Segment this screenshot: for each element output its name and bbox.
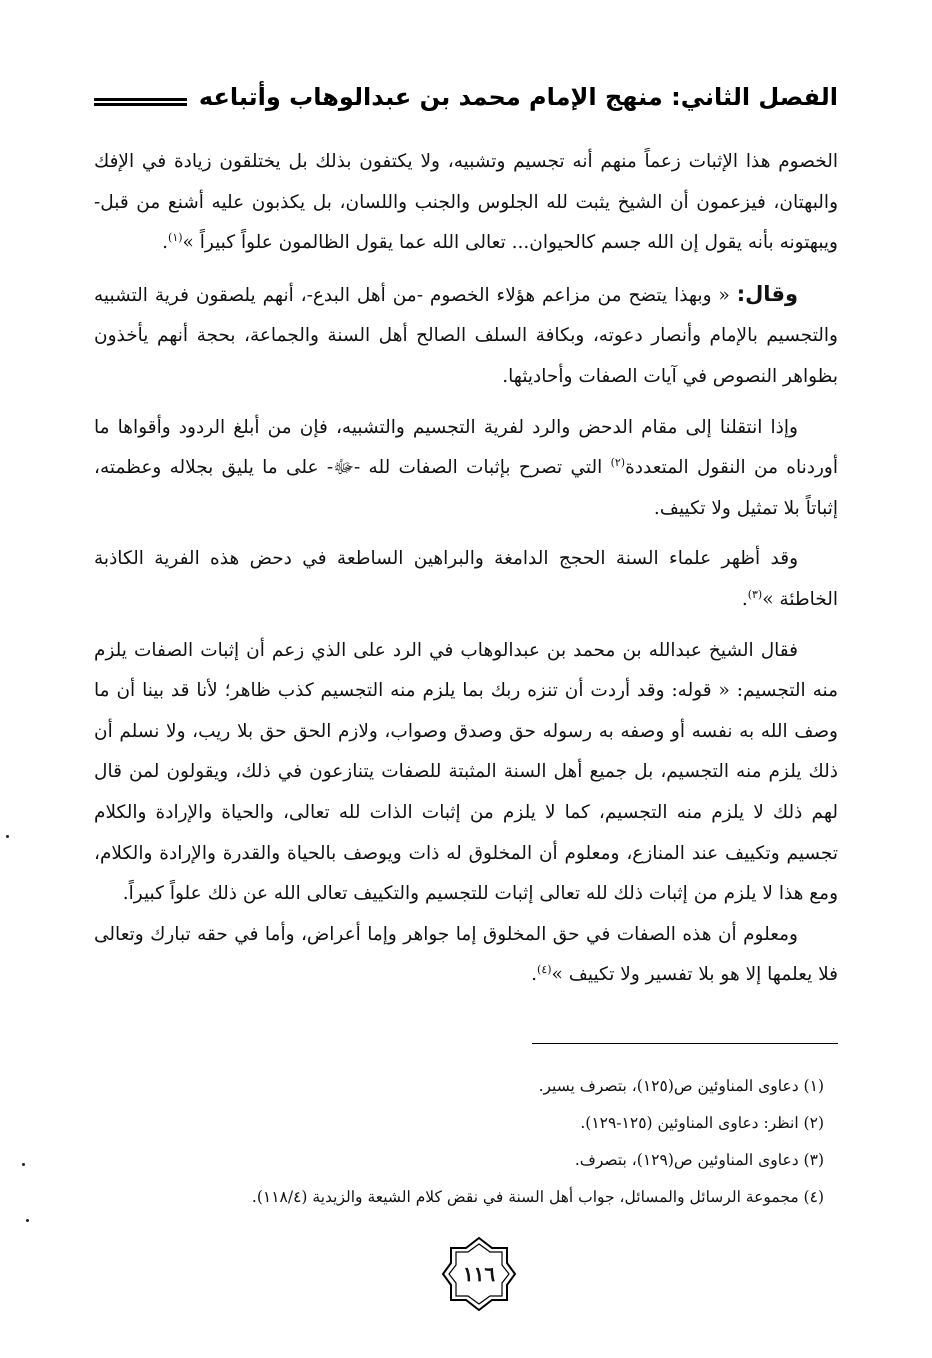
paragraph-2: وقال: « وبهذا يتضح من مزاعم هؤلاء الخصوم -من أهل البدع-، أنهم يلصقون فرية التشبيه والتجسيم بالإمام وأنصار دعوته، وبكافة السلف الصالح أهل السنة والجماعة، بحجة أنهم يأخذون بظواهر النصوص في آيات الصفات وأحاديثها. — [94, 281, 838, 387]
scan-speck — [6, 835, 9, 838]
footnote-2: (٢) انظر: دعاوى المناوئين (١٢٥-١٢٩). — [580, 1114, 824, 1132]
paragraph-4: وقد أظهر علماء السنة الحجج الدامغة والبراهين الساطعة في دحض هذه الفرية الكاذبة الخاطئة »$^{(٣)}$. — [94, 548, 838, 610]
chapter-header — [94, 72, 838, 122]
footnote-3: (٣) دعاوى المناوئين ص(١٢٩)، بتصرف. — [574, 1151, 824, 1169]
paragraph-6: ومعلوم أن هذه الصفات في حق المخلوق إما جواهر وإما أعراض، وأما في حقه تبارك وتعالى فلا يعلمها إلا هو بلا تفسير ولا تكييف »$^{(٤)}$. — [94, 923, 838, 986]
footnote-separator — [532, 1043, 838, 1044]
footnote-ref-1: (١) — [168, 231, 183, 245]
paragraph-3: وإذا انتقلنا إلى مقام الدحض والرد لفرية التجسيم والتشبيه، فإن من أبلغ الردود وأقواها ما أوردناه من النقول المتعددة$^{(٢)}$ التي تصرح بإثبات الصفات لله -ﷻ- على ما يليق بجلاله وعظمته، إثباتاً بلا تمثيل ولا تكييف. — [94, 416, 838, 519]
paragraph-1: الخصوم هذا الإثبات زعماً منهم أنه تجسيم وتشبيه، ولا يكتفون بذلك بل يختلقون زيادة في الإفك والبهتان، فيزعمون أن الشيخ يثبت لله الجلوس والجنب واللسان، بل يكذبون عليه أشنع من قبل- ويبهتونه بأنه يقول إن الله جسم كالحيوان... تعالى الله عما يقول الظالمون علواً كبيراً »$^{(١)}$. — [94, 151, 838, 254]
page-number: ١١٦ — [462, 1262, 496, 1286]
page-number-ornament — [441, 1236, 517, 1312]
paragraph-lead: وقال: — [736, 281, 798, 306]
footnote-ref-4: (٤) — [537, 963, 552, 977]
footnote-ref-3: (٣) — [747, 587, 763, 601]
scan-speck — [22, 1163, 25, 1166]
header-double-rule — [94, 98, 187, 106]
chapter-title: الفصل الثاني: منهج الإمام محمد بن عبدالوهاب وأتباعه — [198, 83, 838, 111]
footnote-4: (٤) مجموعة الرسائل والمسائل، جواب أهل السنة في نقض كلام الشيعة والزيدية (١١٨/٤). — [251, 1188, 824, 1206]
body-text — [94, 142, 838, 996]
footnote-ref-2: (٢) — [610, 456, 626, 469]
paragraph-5: فقال الشيخ عبدالله بن محمد بن عبدالوهاب في الرد على الذي زعم أن إثبات الصفات يلزم منه التجسيم: « قوله: وقد أردت أن تنزه ربك بما يلزم منه التجسيم كذب ظاهر؛ لأنا قد بينا أن ما وصف الله به نفسه أو وصفه به رسوله حق وصدق وصواب، ولازم الحق حق بلا ريب، ولا نسلم أن ذلك يلزم منه التجسيم، بل جميع أهل السنة المثبتة للصفات يتنازعون في ذلك، ويقولون لمن قال لهم ذلك لا يلزم منه التجسيم، كما لا يلزم من إثبات الذات لله تعالى، والحياة والإرادة والكلام تجسيم وتكييف عند المنازع، ومعلوم أن المخلوق له ذات ويوصف بالحياة والقدرة والإرادة والكلام، ومع هذا لا يلزم من إثبات ذلك لله تعالى إثبات للتجسيم والتكييف تعالى الله عن ذلك علواً كبيراً. — [94, 639, 838, 905]
footnotes — [104, 1068, 824, 1216]
footnote-1: (١) دعاوى المناوئين ص(١٢٥)، بتصرف يسير. — [538, 1077, 824, 1095]
scan-speck — [26, 1219, 29, 1222]
